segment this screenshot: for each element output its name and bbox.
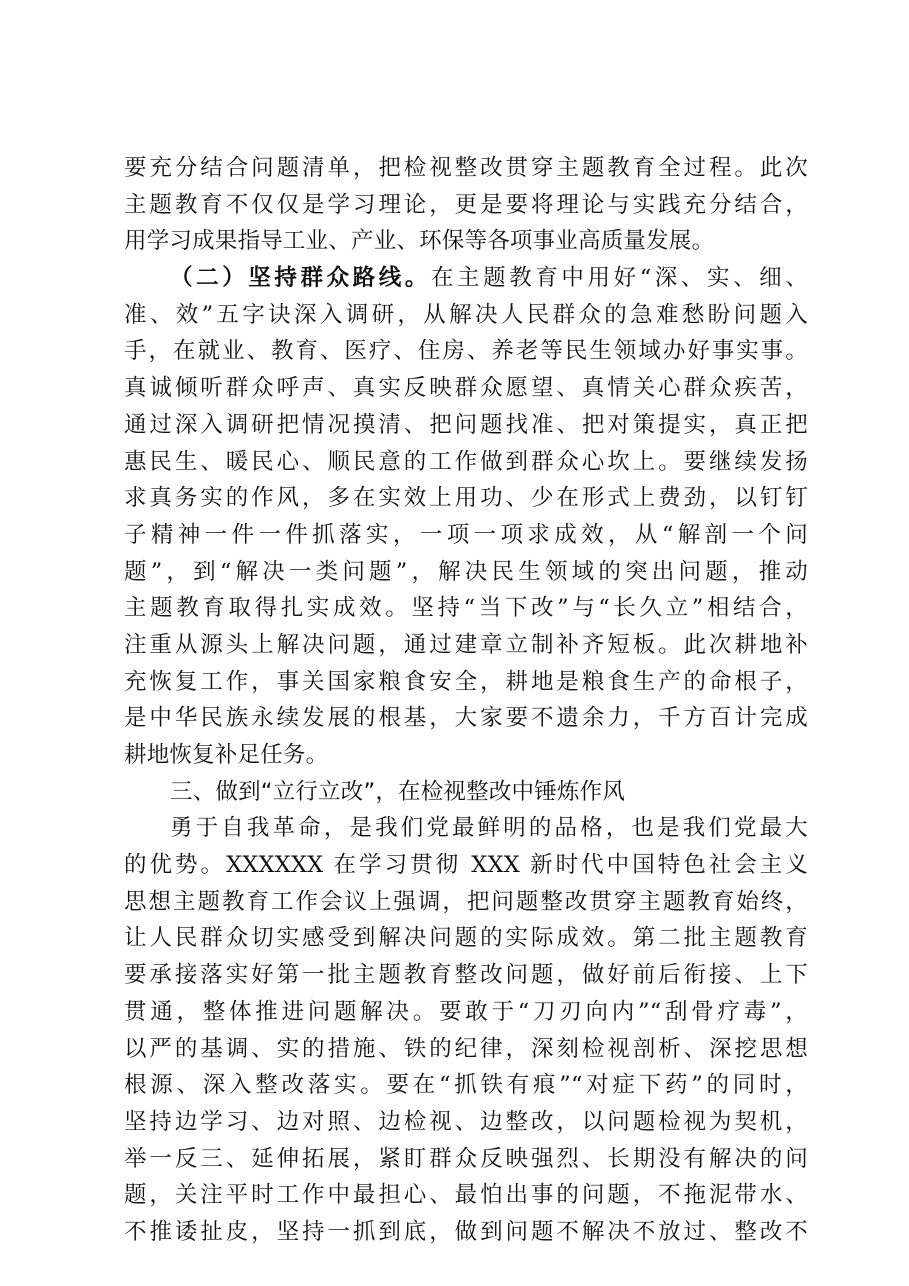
document-body bbox=[124, 150, 808, 1251]
text-line: 耕地恢复补足任务。 bbox=[124, 742, 329, 768]
text-line: 不推诿扯皮，坚持一抓到底，做到问题不解决不放过、整改不 bbox=[124, 1218, 808, 1245]
text-line: 题”，到“解决一类问题”，解决民生领域的突出问题，推动 bbox=[124, 558, 808, 585]
text-line: 的优势。XXXXXX 在学习贯彻 XXX 新时代中国特色社会主义 bbox=[124, 852, 808, 879]
text-line: 注重从源头上解决问题，通过建章立制补齐短板。此次耕地补 bbox=[124, 631, 808, 658]
text-line: 用学习成果指导工业、产业、环保等各项事业高质量发展。 bbox=[124, 228, 715, 255]
text-line: 思想主题教育工作会议上强调，把问题整改贯穿主题教育始终， bbox=[124, 888, 808, 915]
text-line: 要承接落实好第一批主题教育整改问题，做好前后衔接、上下 bbox=[124, 962, 808, 989]
text-line: 题，关注平时工作中最担心、最怕出事的问题，不拖泥带水、 bbox=[124, 1182, 808, 1209]
text-line: 是中华民族永续发展的根基，大家要不遗余力，千方百计完成 bbox=[124, 705, 808, 732]
text-line bbox=[124, 260, 808, 297]
text-line: 坚持边学习、边对照、边检视、边整改，以问题检视为契机， bbox=[124, 1108, 808, 1135]
text-line: 主题教育取得扎实成效。坚持“当下改”与“长久立”相结合， bbox=[124, 595, 808, 622]
text-line: 举一反三、延伸拓展，紧盯群众反映强烈、长期没有解决的问 bbox=[124, 1145, 808, 1172]
text-line: 子精神一件一件抓落实，一项一项求成效，从“解剖一个问 bbox=[124, 521, 808, 548]
text-line: 手，在就业、教育、医疗、住房、养老等民生领域办好事实事。 bbox=[124, 338, 808, 365]
text-run: 在主题教育中用好“深、实、细、 bbox=[430, 265, 808, 292]
text-line: 惠民生、暖民心、顺民意的工作做到群众心坎上。要继续发扬 bbox=[124, 448, 808, 475]
text-line: 真诚倾听群众呼声、真实反映群众愿望、真情关心群众疾苦， bbox=[124, 375, 808, 402]
paragraph-problem-list bbox=[124, 150, 808, 260]
text-line: 让人民群众切实感受到解决问题的实际成效。第二批主题教育 bbox=[124, 925, 808, 952]
section-subheading: （二）坚持群众路线。 bbox=[170, 265, 431, 292]
text-line: 通过深入调研把情况摸清、把问题找准、把对策提实，真正把 bbox=[124, 411, 808, 438]
text-line: 贯通，整体推进问题解决。要敢于“刀刃向内”“刮骨疗毒”， bbox=[124, 998, 808, 1025]
paragraph-mass-line bbox=[124, 260, 808, 774]
text-line: 以严的基调、实的措施、铁的纪律，深刻检视剖析、深挖思想 bbox=[124, 1035, 808, 1062]
paragraph-self-revolution bbox=[124, 810, 808, 1250]
text-line: 准、效”五字诀深入调研，从解决人民群众的急难愁盼问题入 bbox=[124, 301, 808, 328]
text-line: 勇于自我革命，是我们党最鲜明的品格，也是我们党最大 bbox=[170, 815, 808, 842]
text-line: 充恢复工作，事关国家粮食安全，耕地是粮食生产的命根子， bbox=[124, 668, 808, 695]
text-line: 主题教育不仅仅是学习理论，更是要将理论与实践充分结合， bbox=[124, 191, 808, 218]
section-heading: 三、做到“立行立改”，在检视整改中锤炼作风 bbox=[170, 778, 626, 805]
text-line: 根源、深入整改落实。要在“抓铁有痕”“对症下药”的同时， bbox=[124, 1072, 808, 1099]
text-line: 求真务实的作风，多在实效上用功、少在形式上费劲，以钉钉 bbox=[124, 485, 808, 512]
text-line: 要充分结合问题清单，把检视整改贯穿主题教育全过程。此次 bbox=[124, 155, 808, 181]
